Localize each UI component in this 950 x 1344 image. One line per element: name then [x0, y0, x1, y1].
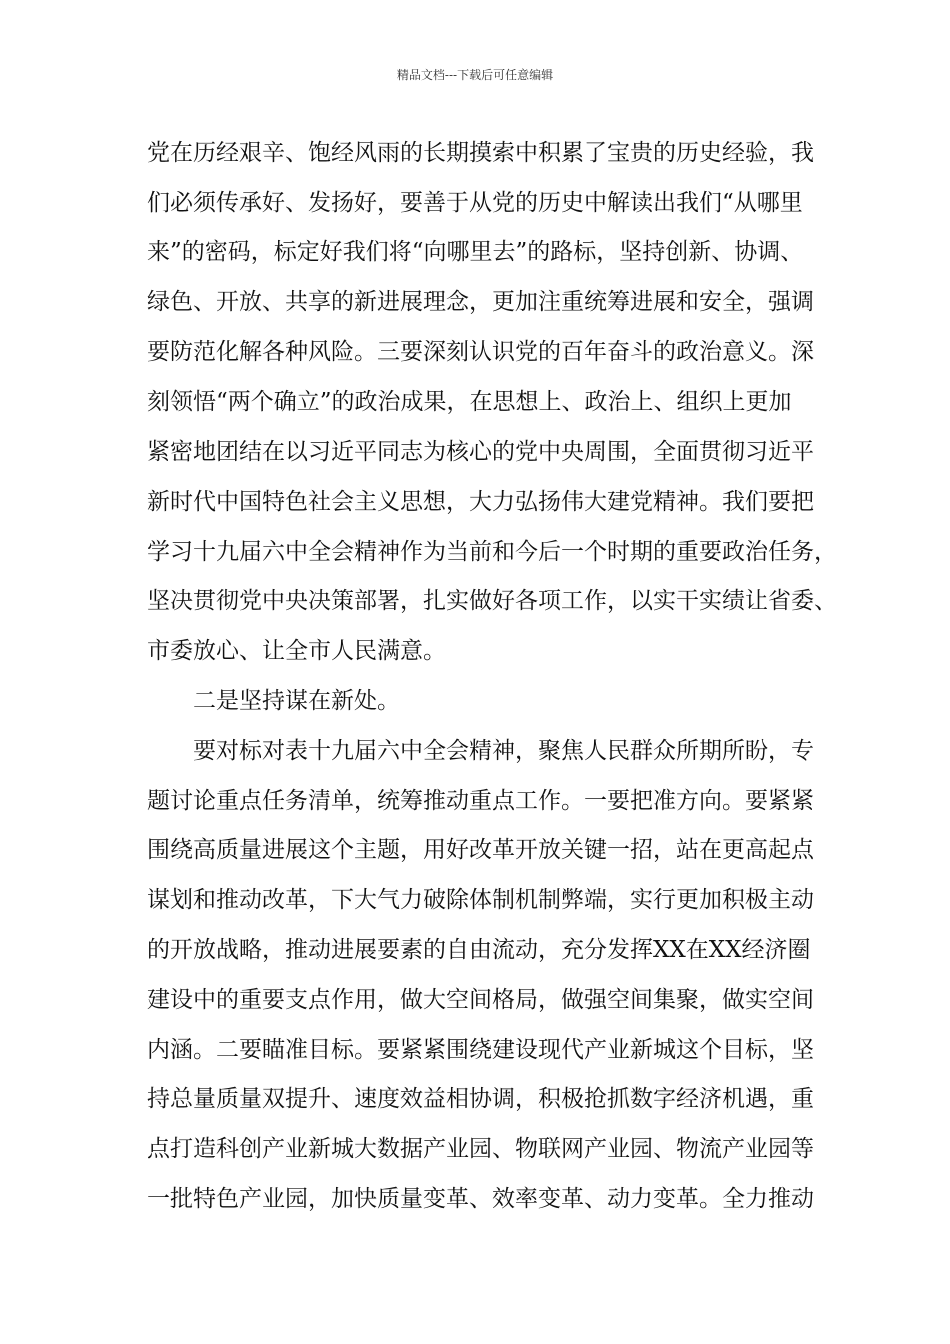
text-line: 刻领悟“两个确立”的政治成果，在思想上、政治上、组织上更加 — [147, 389, 792, 415]
text-line: 内涵。二要瞄准目标。要紧紧围绕建设现代产业新城这个目标，坚 — [147, 1037, 814, 1063]
text-line: 要对标对表十九届六中全会精神，聚焦人民群众所期所盼，专 — [193, 738, 814, 764]
text-line: 的开放战略，推动进展要素的自由流动，充分发挥XX在XX经济圈 — [147, 937, 811, 963]
section-heading: 二是坚持谋在新处。 — [193, 688, 400, 714]
text-line: 紧密地团结在以习近平同志为核心的党中央周围，全面贯彻习近平 — [147, 439, 814, 465]
text-line: 绿色、开放、共享的新进展理念，更加注重统筹进展和安全，强调 — [147, 289, 814, 315]
text-line: 建设中的重要支点作用，做大空间格局，做强空间集聚，做实空间 — [147, 987, 814, 1013]
text-line: 谋划和推动改革，下大气力破除体制机制弊端，实行更加积极主动 — [147, 887, 814, 913]
page-header: 精品文档---下载后可任意编辑 — [396, 68, 554, 82]
text-line: 们必须传承好、发扬好，要善于从党的历史中解读出我们“从哪里 — [147, 190, 803, 216]
text-line: 学习十九届六中全会精神作为当前和今后一个时期的重要政治任务， — [147, 539, 837, 565]
text-line: 点打造科创产业新城大数据产业园、物联网产业园、物流产业园等 — [147, 1136, 814, 1162]
text-line: 要防范化解各种风险。三要深刻认识党的百年奋斗的政治意义。深 — [147, 339, 814, 365]
text-line: 来”的密码，标定好我们将“向哪里去”的路标，坚持创新、协调、 — [147, 239, 804, 265]
text-line: 党在历经艰辛、饱经风雨的长期摸索中积累了宝贵的历史经验，我 — [147, 140, 814, 166]
text-line: 题讨论重点任务清单，统筹推动重点工作。一要把准方向。要紧紧 — [147, 788, 814, 814]
text-line: 坚决贯彻党中央决策部署，扎实做好各项工作，以实干实绩让省委、 — [147, 588, 837, 614]
text-line: 围绕高质量进展这个主题，用好改革开放关键一招，站在更高起点 — [147, 837, 814, 863]
text-line: 持总量质量双提升、速度效益相协调，积极抢抓数字经济机遇，重 — [147, 1086, 814, 1112]
text-line: 新时代中国特色社会主义思想，大力弘扬伟大建党精神。我们要把 — [147, 489, 814, 515]
text-line: 一批特色产业园，加快质量变革、效率变革、动力变革。全力推动 — [147, 1186, 814, 1212]
text-line: 市委放心、让全市人民满意。 — [147, 638, 446, 664]
